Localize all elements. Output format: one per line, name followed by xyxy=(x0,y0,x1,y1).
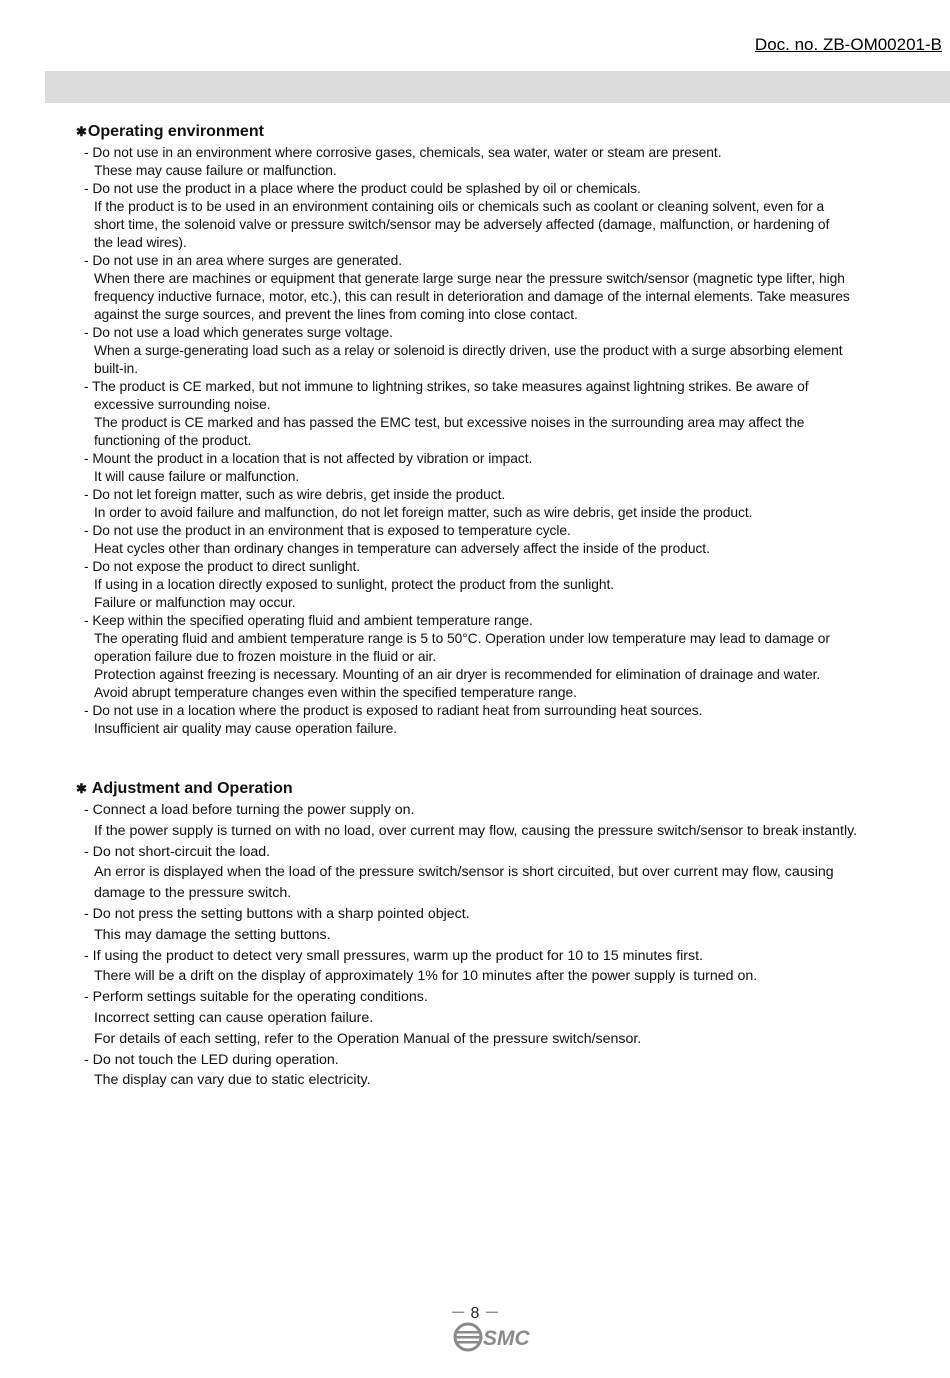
item-explanation: The product is CE marked and has passed the EMC test, but excessive noises in the surrounding area may affect the xyxy=(94,415,805,430)
list-item xyxy=(76,612,948,702)
item-explanation: short time, the solenoid valve or pressure switch/sensor may be adversely affected (damage, malfunction, or hardening of xyxy=(94,217,830,232)
item-explanation: against the surge sources, and prevent the lines from coming into close contact. xyxy=(94,307,578,322)
list-item xyxy=(76,1050,948,1092)
item-statement: - Keep within the specified operating fluid and ambient temperature range. xyxy=(84,613,533,628)
item-explanation: Protection against freezing is necessary. Mounting of an air dryer is recommended for elimination of drainage and water. xyxy=(94,667,821,682)
list-item xyxy=(76,144,948,180)
smc-logo xyxy=(453,1322,539,1352)
item-statement: - Mount the product in a location that is not affected by vibration or impact. xyxy=(84,451,533,466)
item-explanation: frequency inductive furnace, motor, etc.), this can result in deterioration and damage of the internal elements. Take measures xyxy=(94,289,850,304)
list-item xyxy=(76,946,948,988)
list-item xyxy=(76,800,948,842)
page-number: － 8 － xyxy=(450,1305,500,1322)
section-title: Operating environment xyxy=(87,123,264,140)
item-statement: - Do not press the setting buttons with a sharp pointed object. xyxy=(84,905,470,922)
adjustment-operation-list xyxy=(76,800,948,1091)
item-explanation: There will be a drift on the display of approximately 1% for 10 minutes after the power supply is turned on. xyxy=(94,968,758,985)
item-explanation: Avoid abrupt temperature changes even within the specified temperature range. xyxy=(94,685,577,700)
item-explanation: An error is displayed when the load of the pressure switch/sensor is short circuited, but over current may flow, causing xyxy=(94,864,834,881)
item-explanation: If the product is to be used in an environment containing oils or chemicals such as coolant or cleaning solvent, even for a xyxy=(94,199,825,214)
item-explanation: Heat cycles other than ordinary changes in temperature can adversely affect the inside of the product. xyxy=(94,541,710,556)
list-item xyxy=(76,904,948,946)
item-statement: - Do not expose the product to direct sunlight. xyxy=(84,559,361,574)
list-item xyxy=(76,987,948,1049)
adjustment-operation-section xyxy=(76,779,948,1091)
item-explanation: If the power supply is turned on with no load, over current may flow, causing the pressure switch/sensor to break instantly. xyxy=(94,822,858,839)
item-explanation: built-in. xyxy=(94,361,139,376)
header-band xyxy=(45,71,950,103)
adjustment-operation-heading xyxy=(76,779,948,799)
list-item xyxy=(76,702,948,738)
list-item xyxy=(76,378,948,450)
item-explanation: In order to avoid failure and malfunction, do not let foreign matter, such as wire debris, get inside the product. xyxy=(94,505,753,520)
item-explanation: For details of each setting, refer to the Operation Manual of the pressure switch/sensor. xyxy=(94,1030,642,1047)
item-explanation: operation failure due to frozen moisture in the fluid or air. xyxy=(94,649,437,664)
item-statement: - Do not use in an environment where corrosive gases, chemicals, sea water, water or steam are present. xyxy=(84,145,722,160)
item-statement: - Connect a load before turning the power supply on. xyxy=(84,802,415,818)
item-statement: - Do not touch the LED during operation. xyxy=(84,1051,339,1068)
item-explanation: When a surge-generating load such as a relay or solenoid is directly driven, use the product with a surge absorbing element xyxy=(94,343,843,358)
item-explanation: damage to the pressure switch. xyxy=(94,885,292,902)
item-explanation: When there are machines or equipment that generate large surge near the pressure switch/sensor (magnetic type lifter, high xyxy=(94,271,845,286)
item-explanation: This may damage the setting buttons. xyxy=(94,926,331,943)
item-statement: - Do not short-circuit the load. xyxy=(84,843,271,860)
item-explanation: functioning of the product. xyxy=(94,433,252,448)
item-statement: - Perform settings suitable for the operating conditions. xyxy=(84,989,428,1006)
smc-logo-mark xyxy=(455,1324,481,1350)
item-statement: - Do not use in a location where the product is exposed to radiant heat from surrounding heat sources. xyxy=(84,703,703,718)
asterisk-icon: ✱ xyxy=(76,781,87,796)
list-item xyxy=(76,486,948,522)
operating-environment-section xyxy=(76,122,948,738)
item-statement: - Do not use the product in a place where the product could be splashed by oil or chemicals. xyxy=(84,181,641,196)
item-statement: - The product is CE marked, but not immune to lightning strikes, so take measures against lightning strikes. Be aware of xyxy=(84,379,809,394)
list-item xyxy=(76,180,948,252)
item-statement: - Do not use in an area where surges are generated. xyxy=(84,253,403,268)
list-item xyxy=(76,522,948,558)
item-explanation: Insufficient air quality may cause operation failure. xyxy=(94,721,398,736)
item-statement: - Do not let foreign matter, such as wire debris, get inside the product. xyxy=(84,487,506,502)
item-statement: - Do not use a load which generates surge voltage. xyxy=(84,325,393,340)
operating-environment-heading xyxy=(76,122,948,142)
operating-environment-list xyxy=(76,144,948,738)
list-item xyxy=(76,842,948,904)
list-item xyxy=(76,450,948,486)
item-statement: - If using the product to detect very small pressures, warm up the product for 10 to 15 minutes first. xyxy=(84,947,704,964)
item-explanation: If using in a location directly exposed to sunlight, protect the product from the sunlight. xyxy=(94,577,615,592)
document-number: Doc. no. ZB-OM00201-B xyxy=(754,35,942,54)
list-item xyxy=(76,324,948,378)
item-explanation: The operating fluid and ambient temperature range is 5 to 50°C. Operation under low temperature may lead to damage or xyxy=(94,631,830,646)
item-explanation: the lead wires). xyxy=(94,235,187,250)
smc-logo-text: SMC xyxy=(483,1327,530,1350)
item-explanation: The display can vary due to static electricity. xyxy=(94,1072,371,1089)
item-explanation: excessive surrounding noise. xyxy=(94,397,271,412)
section-title: Adjustment and Operation xyxy=(91,780,293,797)
item-explanation: Incorrect setting can cause operation failure. xyxy=(94,1009,374,1026)
list-item xyxy=(76,252,948,324)
item-explanation: Failure or malfunction may occur. xyxy=(94,595,296,610)
item-explanation: It will cause failure or malfunction. xyxy=(94,469,300,484)
item-statement: - Do not use the product in an environment that is exposed to temperature cycle. xyxy=(84,523,571,538)
asterisk-icon: ✱ xyxy=(76,124,87,139)
list-item xyxy=(76,558,948,612)
item-explanation: These may cause failure or malfunction. xyxy=(94,163,337,178)
